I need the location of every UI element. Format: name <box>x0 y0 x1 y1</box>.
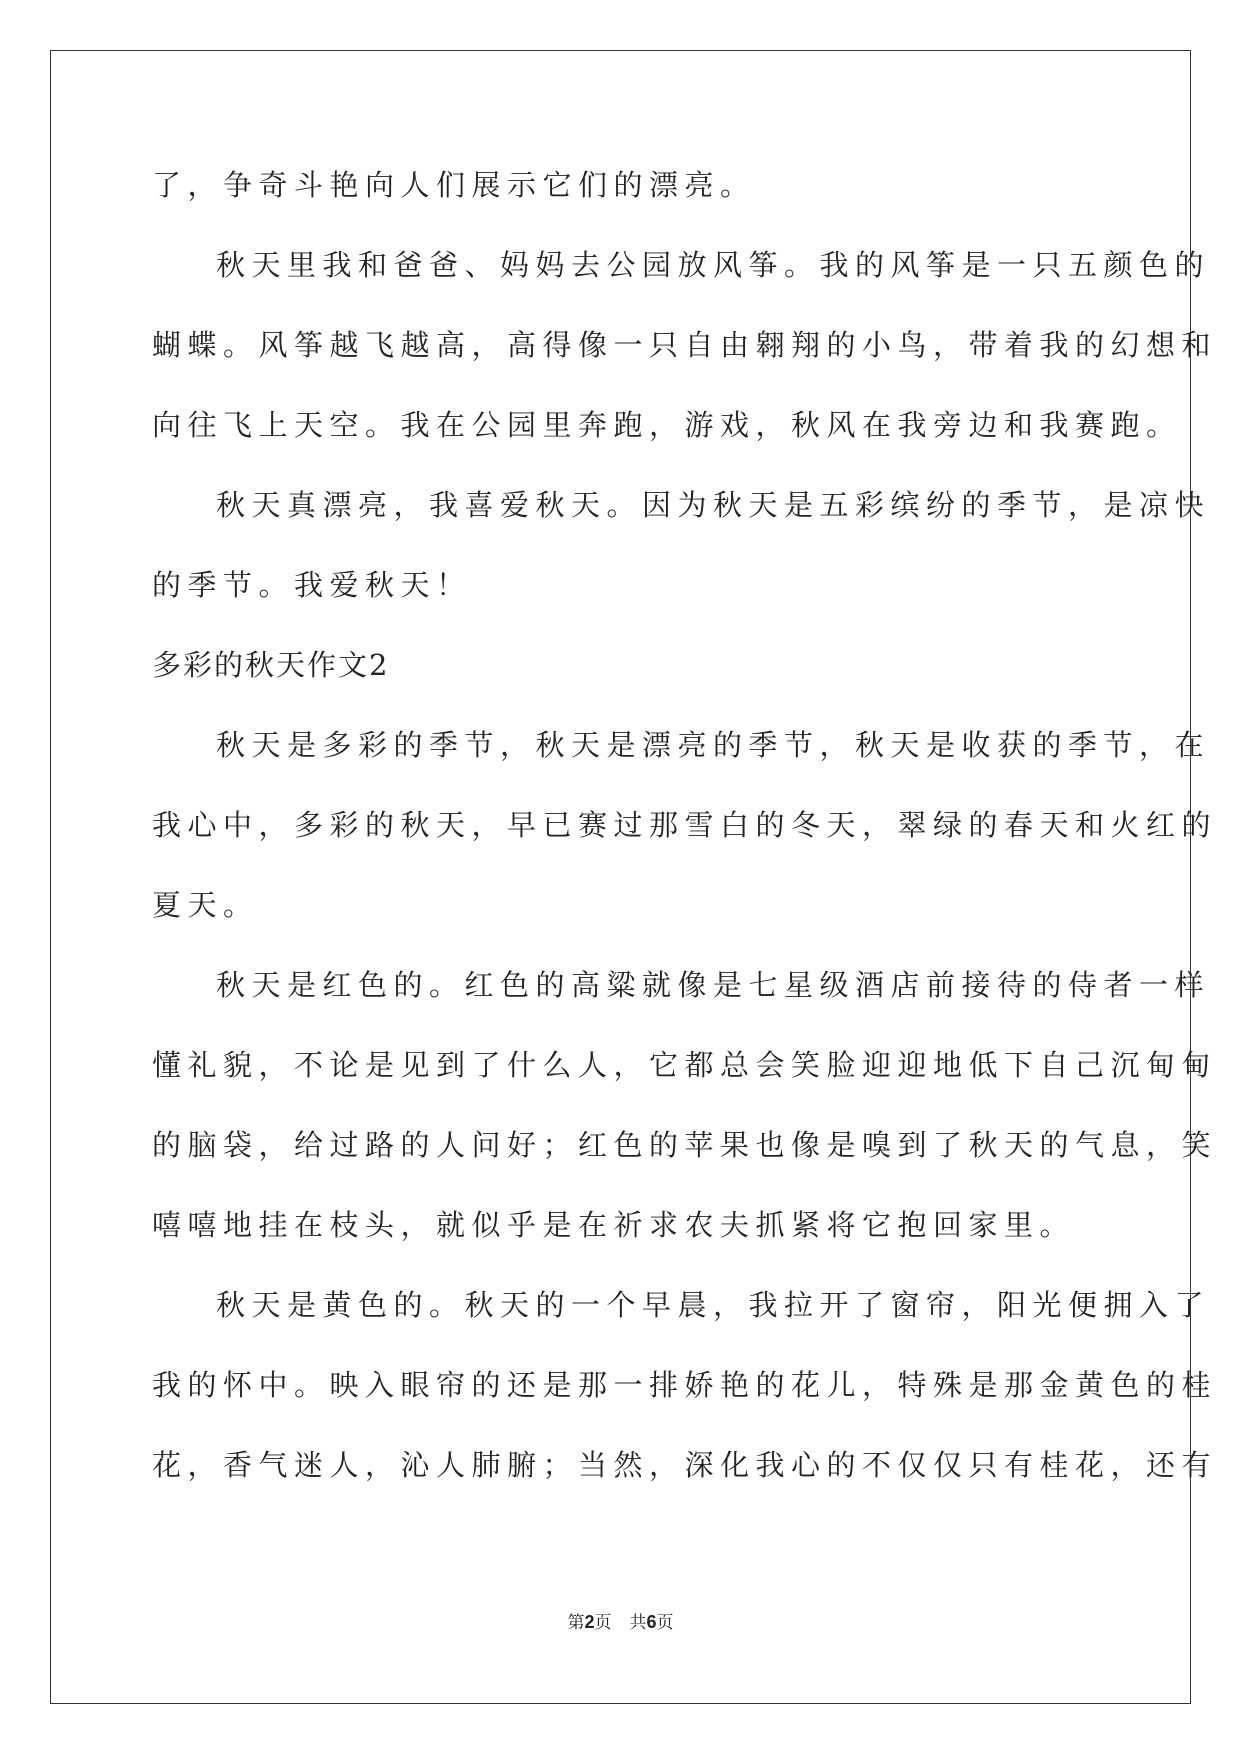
paragraph-start-line: 秋天是红色的。红色的高粱就像是七星级酒店前接待的侍者一样 <box>216 968 1211 1002</box>
paragraph-start-line: 秋天里我和爸爸、妈妈去公园放风筝。我的风筝是一只五颜色的 <box>216 248 1211 282</box>
text-line: 的季节。我爱秋天！ <box>152 568 472 602</box>
page-prefix: 第 <box>567 1613 585 1633</box>
paragraph-start-line: 秋天是黄色的。秋天的一个早晨，我拉开了窗帘，阳光便拥入了 <box>216 1288 1211 1322</box>
text-line: 我的怀中。映入眼帘的还是那一排娇艳的花儿，特殊是那金黄色的桂 <box>152 1368 1218 1402</box>
text-line: 夏天。 <box>152 888 259 922</box>
paragraph-start-line: 秋天真漂亮，我喜爱秋天。因为秋天是五彩缤纷的季节，是凉快 <box>216 488 1211 522</box>
text-line: 花，香气迷人，沁人肺腑；当然，深化我心的不仅仅只有桂花，还有 <box>152 1448 1218 1482</box>
document-body <box>152 160 1218 1520</box>
text-line: 蝴蝶。风筝越飞越高，高得像一只自由翱翔的小鸟，带着我的幻想和 <box>152 328 1218 362</box>
text-line: 我心中，多彩的秋天，早已赛过那雪白的冬天，翠绿的春天和火红的 <box>152 808 1218 842</box>
text-line: 的脑袋，给过路的人问好；红色的苹果也像是嗅到了秋天的气息，笑 <box>152 1128 1218 1162</box>
paragraph-start-line: 秋天是多彩的季节，秋天是漂亮的季节，秋天是收获的季节，在 <box>216 728 1211 762</box>
text-line: 向往飞上天空。我在公园里奔跑，游戏，秋风在我旁边和我赛跑。 <box>152 408 1182 442</box>
text-line: 懂礼貌，不论是见到了什么人，它都总会笑脸迎迎地低下自己沉甸甸 <box>152 1048 1218 1082</box>
total-suffix: 页 <box>656 1613 674 1633</box>
text-line: 了，争奇斗艳向人们展示它们的漂亮。 <box>152 168 756 202</box>
page-footer <box>0 1608 1241 1633</box>
total-prefix: 共 <box>629 1613 647 1633</box>
page-suffix: 页 <box>594 1613 612 1633</box>
page-number: 2 <box>584 1612 595 1632</box>
text-line: 嘻嘻地挂在枝头，就似乎是在祈求农夫抓紧将它抱回家里。 <box>152 1208 1076 1242</box>
total-pages: 6 <box>646 1612 657 1632</box>
section-heading: 多彩的秋天作文2 <box>152 648 390 682</box>
